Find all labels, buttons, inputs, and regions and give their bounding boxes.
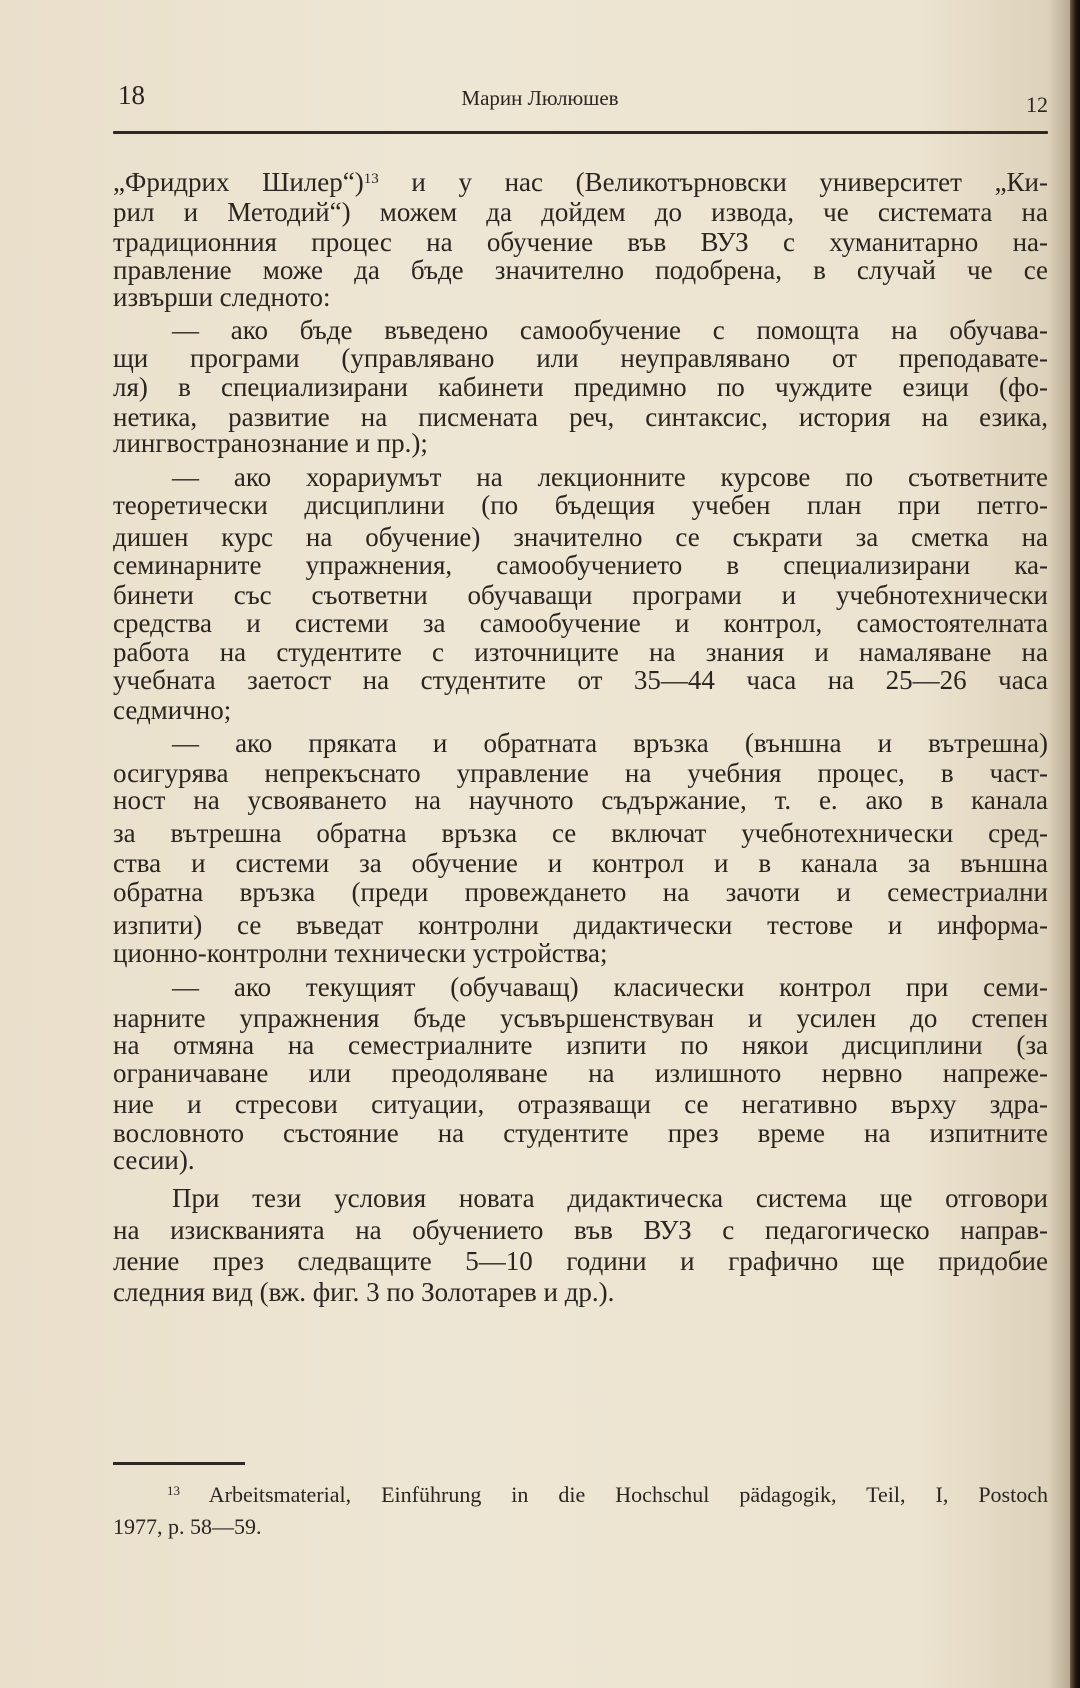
footnote-ref: 13 bbox=[363, 171, 379, 187]
text-line: на изискванията на обучението във ВУЗ с педагогическо направ- bbox=[113, 1215, 1048, 1245]
text-line: традиционния процес на обучение във ВУЗ с хуманитарно на- bbox=[113, 227, 1048, 257]
text-line: — ако пряката и обратната връзка (външна и вътрешна) bbox=[172, 728, 1048, 758]
book-binding-edge bbox=[1070, 0, 1080, 1688]
text-line: ление през следващите 5—10 години и графично ще придобие bbox=[113, 1246, 1048, 1276]
text-line: семинарните упражнения, самообучението в специализирани ка- bbox=[113, 550, 1048, 580]
text-line: сесии). bbox=[113, 1145, 195, 1175]
text-line: нетика, развитие на писмената реч, синтаксис, история на езика, bbox=[113, 402, 1048, 432]
text-line: за вътрешна обратна връзка се включат учебнотехнически сред- bbox=[113, 818, 1048, 848]
text-line bbox=[113, 167, 1048, 197]
footnote-rule bbox=[113, 1462, 245, 1465]
footnote-continuation: 1977, p. 58—59. bbox=[113, 1514, 262, 1539]
text-line: бинети със съответни обучаващи програми и учебнотехнически bbox=[113, 580, 1048, 610]
text-line: следния вид (вж. фиг. 3 по Золотарев и др.). bbox=[113, 1277, 615, 1307]
text-line: обратна връзка (преди провеждането на зачоти и семестриални bbox=[113, 877, 1048, 907]
text-line: изпити) се въведат контролни дидактически тестове и информа- bbox=[113, 910, 1048, 940]
text-line: ства и системи за обучение и контрол и в канала за външна bbox=[113, 848, 1048, 878]
text-line: дишен курс на обучение) значително се съкрати за сметка на bbox=[113, 522, 1048, 552]
text-line: осигурява непрекъснато управление на учебния процес, в част- bbox=[113, 758, 1048, 788]
text-line: ля) в специализирани кабинети предимно по чуждите езици (фо- bbox=[113, 372, 1048, 402]
footnote-marker: 13 bbox=[167, 1483, 180, 1498]
text-line: работа на студентите с източниците на знания и намаляване на bbox=[113, 637, 1048, 667]
text-line: лингвостранознание и пр.); bbox=[113, 428, 428, 458]
text-line: на отмяна на семестриалните изпити по някои дисциплини (за bbox=[113, 1030, 1048, 1060]
margin-note: 12 bbox=[1026, 92, 1048, 117]
text-line: вословното състояние на студентите през време на изпитните bbox=[113, 1118, 1048, 1148]
footnote-text: Arbeitsmaterial, Einführung in die Hochschul pädagogik, Teil, I, Postoch bbox=[180, 1482, 1048, 1507]
text-span: „Фридрих Шилер“) bbox=[113, 167, 364, 197]
text-line: седмично; bbox=[113, 695, 232, 725]
text-line: учебната заетост на студентите от 35—44 часа на 25—26 часа bbox=[113, 665, 1048, 695]
running-title: Марин Люлюшев bbox=[461, 86, 619, 110]
text-line: извърши следното: bbox=[113, 282, 331, 312]
text-line: При тези условия новата дидактическа система ще отговори bbox=[172, 1183, 1048, 1213]
text-line: — ако бъде въведено самообучение с помощта на обучава- bbox=[172, 315, 1048, 345]
text-line: средства и системи за самообучение и контрол, самостоятелната bbox=[113, 608, 1048, 638]
text-line: ограничаване или преодоляване на излишното нервно напреже- bbox=[113, 1058, 1048, 1088]
text-line: правление може да бъде значително подобрена, в случай че се bbox=[113, 255, 1048, 285]
text-line: щи програми (управлявано или неуправлявано от преподавате- bbox=[113, 343, 1048, 373]
header-rule bbox=[113, 131, 1048, 134]
text-line: — ако хорариумът на лекционните курсове по съответните bbox=[172, 462, 1048, 492]
text-line: нарните упражнения бъде усъвършенствуван и усилен до степен bbox=[113, 1003, 1048, 1033]
text-line: — ако текущият (обучаващ) класически контрол при семи- bbox=[172, 972, 1048, 1002]
page-number: 18 bbox=[118, 80, 145, 110]
footnote bbox=[167, 1482, 1048, 1508]
text-span: и у нас (Великотърновски университет „Ки- bbox=[378, 167, 1048, 197]
text-line: ционно-контролни технически устройства; bbox=[113, 938, 608, 968]
text-line: рил и Методий“) можем да дойдем до извода, че системата на bbox=[113, 197, 1048, 227]
text-line: теоретически дисциплини (по бъдещия учебен план при петго- bbox=[113, 490, 1048, 520]
text-line: ние и стресови ситуации, отразяващи се негативно върху здра- bbox=[113, 1089, 1048, 1119]
text-line: ност на усвояването на научното съдържание, т. е. ако в канала bbox=[113, 785, 1048, 815]
